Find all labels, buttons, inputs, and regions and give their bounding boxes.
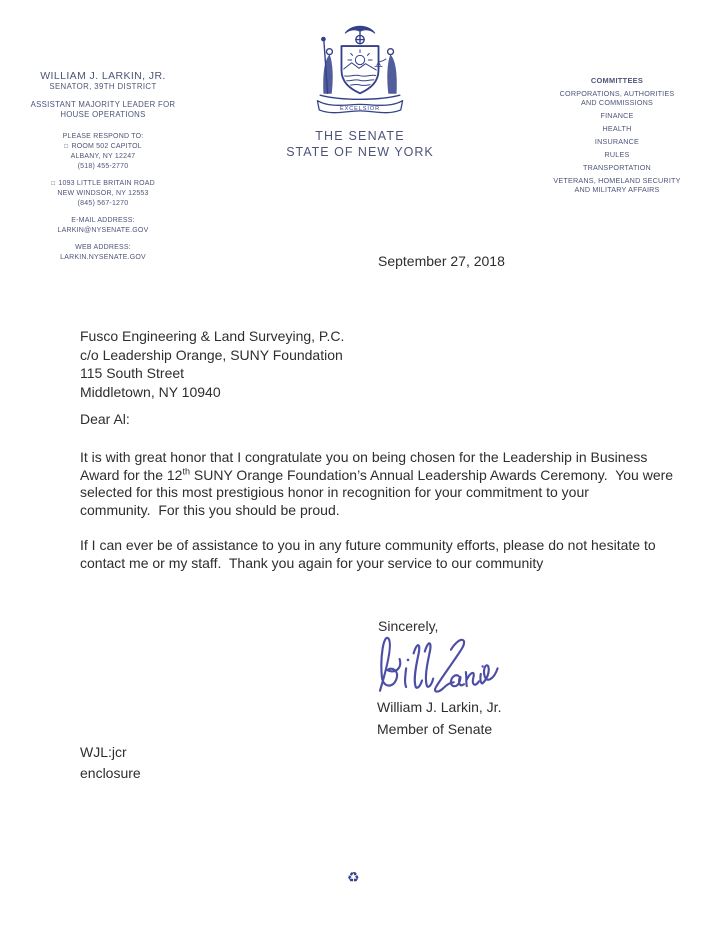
senate-seal-block — [280, 22, 440, 160]
body-line: If I can ever be of assistance to you in any future community efforts, please do not hesitate to — [80, 537, 656, 553]
body-line: contact me or my staff. Thank you again for your service to our community — [80, 554, 544, 571]
committees-header: COMMITTEES — [590, 76, 644, 85]
web-value: LARKIN.NYSENATE.GOV — [60, 254, 146, 261]
recipient-line: Middletown, NY 10940 — [80, 383, 221, 400]
committee-item: RULES — [604, 149, 630, 159]
signer-name: William J. Larkin, Jr. — [377, 699, 502, 715]
body-line: selected for this most prestigious honor in recognition for your commitment to your — [80, 484, 589, 500]
email-label: E-MAIL ADDRESS: — [71, 217, 135, 224]
sender-role: ASSISTANT MAJORITY LEADER FOR HOUSE OPERATIONS — [30, 100, 176, 119]
committee-item: HEALTH — [602, 123, 632, 133]
closing: Sincerely, — [378, 618, 439, 634]
respond-block — [22, 132, 184, 172]
office2-line3: (845) 567-1270 — [77, 200, 129, 207]
reference-initials: WJL:jcr — [80, 744, 127, 760]
web-label: WEB ADDRESS: — [75, 244, 131, 251]
salutation: Dear Al: — [80, 411, 130, 427]
committee-item: INSURANCE — [594, 136, 640, 146]
body-text: SUNY Orange Foundation’s Annual Leadership Awards Ceremony. You were — [190, 466, 674, 483]
recycle-icon: ♻ — [347, 869, 360, 885]
office2-line1 — [22, 179, 184, 189]
committee-item: TRANSPORTATION — [583, 163, 651, 173]
ordinal-superscript: th — [182, 465, 190, 476]
letter-date: September 27, 2018 — [378, 253, 505, 269]
signature-bill-larkin — [370, 631, 502, 701]
body-paragraph-2 — [80, 537, 680, 572]
body-line: It is with great honor that I congratulate you on being chosen for the Leadership in Business — [80, 449, 648, 465]
checkbox-icon: □ — [51, 179, 56, 187]
email-value: LARKIN@NYSENATE.GOV — [57, 227, 149, 234]
office2-address: 1093 LITTLE BRITAIN ROAD — [58, 180, 155, 187]
recipient-line: Fusco Engineering & Land Surveying, P.C. — [80, 328, 345, 344]
body-paragraph-1 — [80, 449, 680, 519]
sender-title: SENATOR, 39TH DISTRICT — [49, 82, 157, 91]
new-york-state-seal-icon — [304, 22, 416, 122]
seal-motto: EXCELSIOR — [339, 105, 381, 112]
office1-line1 — [22, 142, 184, 152]
office2-line2: NEW WINDSOR, NY 12553 — [57, 190, 149, 197]
committee-item: VETERANS, HOMELAND SECURITY AND MILITARY AFFAIRS — [553, 176, 681, 194]
office2-block — [22, 179, 184, 209]
office1-address: ROOM 502 CAPITOL — [71, 143, 142, 150]
body-text: Award for the 12 — [80, 466, 183, 483]
recipient-line: 115 South Street — [80, 365, 185, 381]
office1-line2: ALBANY, NY 12247 — [70, 153, 136, 160]
org-name-line1: THE SENATE — [315, 129, 405, 143]
checkbox-icon: □ — [64, 142, 69, 150]
body-line: community. For this you should be proud. — [80, 501, 340, 518]
recipient-line: c/o Leadership Orange, SUNY Foundation — [80, 346, 343, 363]
respond-label: PLEASE RESPOND TO: — [62, 133, 144, 140]
sender-info-block — [22, 70, 184, 263]
sender-name: WILLIAM J. LARKIN, JR. — [40, 70, 166, 82]
enclosure-note: enclosure — [80, 765, 141, 781]
committee-item: CORPORATIONS, AUTHORITIES AND COMMISSIONS — [559, 89, 675, 107]
org-name-line2: STATE OF NEW YORK — [286, 145, 434, 159]
recipient-address-block — [80, 327, 344, 401]
email-block — [22, 216, 184, 236]
signer-title: Member of Senate — [377, 721, 493, 737]
body-line — [80, 467, 680, 485]
committee-item: FINANCE — [600, 110, 634, 120]
committees-block — [551, 76, 683, 199]
web-block — [22, 243, 184, 263]
office1-line3: (518) 455-2770 — [77, 163, 129, 170]
